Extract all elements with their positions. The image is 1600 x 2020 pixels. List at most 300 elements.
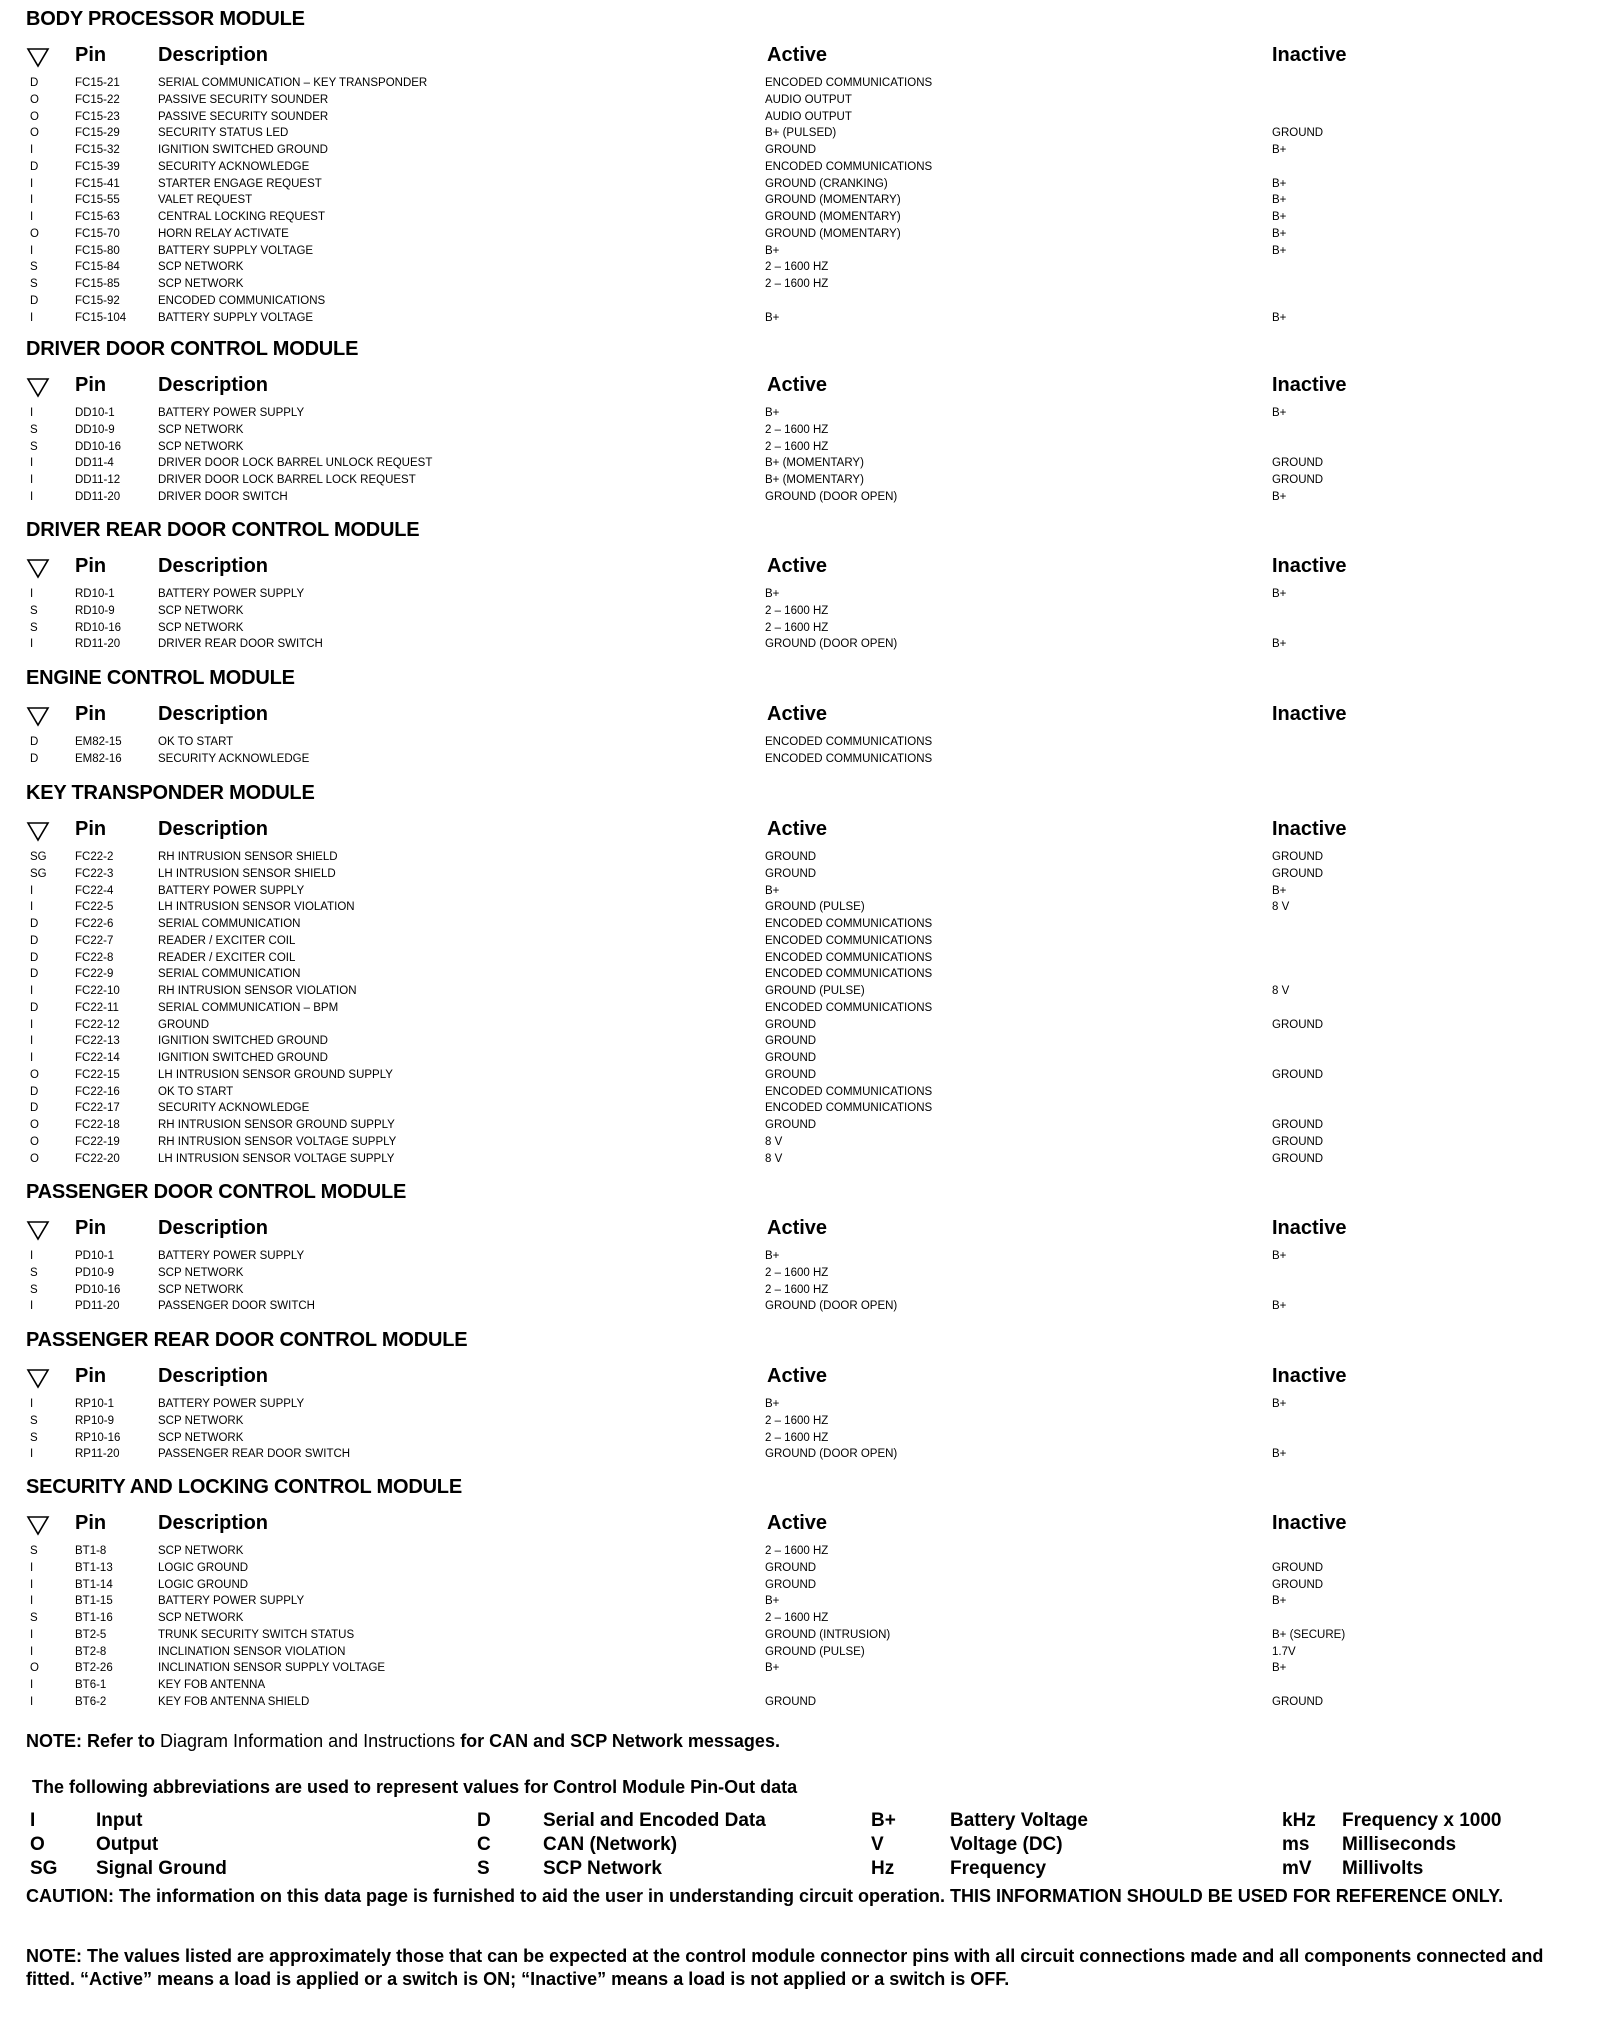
abbreviation-meaning: Input xyxy=(96,1810,143,1831)
down-triangle-icon xyxy=(26,1219,50,1241)
column-header-pin: Pin xyxy=(75,1217,107,1239)
io-type-code: SG xyxy=(30,851,47,863)
active-value: GROUND xyxy=(765,1052,817,1064)
io-type-code: D xyxy=(30,752,39,765)
inactive-value: 1.7V xyxy=(1272,1645,1296,1658)
pin-description: SERIAL COMMUNICATION – KEY TRANSPONDER xyxy=(158,77,428,89)
pin-number: BT1-8 xyxy=(75,1545,107,1557)
pin-description: DRIVER DOOR SWITCH xyxy=(158,490,288,503)
pin-description: READER / EXCITER COIL xyxy=(158,934,296,947)
column-header-description: Description xyxy=(158,703,269,725)
column-header-active: Active xyxy=(767,374,828,396)
active-value: B+ xyxy=(765,1250,780,1262)
pin-description: BATTERY SUPPLY VOLTAGE xyxy=(158,311,314,324)
pin-number: FC22-5 xyxy=(75,901,114,914)
pin-description: IGNITION SWITCHED GROUND xyxy=(158,1035,328,1048)
abbreviation-meaning: Serial and Encoded Data xyxy=(543,1810,766,1831)
column-header-active: Active xyxy=(767,703,828,725)
abbreviation-code: S xyxy=(477,1858,490,1879)
io-type-code: O xyxy=(30,1662,39,1675)
pin-number: DD11-20 xyxy=(75,490,121,503)
io-type-code: SG xyxy=(30,867,47,880)
inactive-value: B+ xyxy=(1272,144,1287,156)
pin-number: EM82-16 xyxy=(75,752,122,765)
pin-number: FC15-29 xyxy=(75,127,120,140)
abbreviation-meaning: Voltage (DC) xyxy=(950,1834,1063,1855)
pin-description: SCP NETWORK xyxy=(158,604,244,617)
active-value: GROUND (MOMENTARY) xyxy=(765,194,901,207)
pin-description: SCP NETWORK xyxy=(158,1545,244,1557)
active-value: ENCODED COMMUNICATIONS xyxy=(765,160,933,173)
active-value: 2 – 1600 HZ xyxy=(765,621,829,634)
pin-number: RP10-9 xyxy=(75,1414,114,1427)
active-value: 2 – 1600 HZ xyxy=(765,1266,829,1279)
inactive-value: GROUND xyxy=(1272,867,1324,880)
down-triangle-icon xyxy=(26,376,50,398)
abbreviation-meaning: Battery Voltage xyxy=(950,1810,1088,1831)
active-value: ENCODED COMMUNICATIONS xyxy=(765,951,933,964)
module-title: KEY TRANSPONDER MODULE xyxy=(26,782,315,804)
inactive-value: B+ (SECURE) xyxy=(1272,1628,1346,1641)
active-value: B+ xyxy=(765,1595,780,1608)
io-type-code: I xyxy=(30,1578,34,1591)
abbreviation-code: I xyxy=(30,1810,36,1831)
pin-number: FC15-85 xyxy=(75,278,120,290)
pin-number: PD10-16 xyxy=(75,1283,121,1296)
pin-description: OK TO START xyxy=(158,736,234,748)
inactive-value: B+ xyxy=(1272,211,1287,223)
active-value: B+ xyxy=(765,311,780,324)
active-value: GROUND xyxy=(765,1035,817,1048)
io-type-code: O xyxy=(30,1068,39,1081)
pin-description: SCP NETWORK xyxy=(158,261,244,274)
active-value: ENCODED COMMUNICATIONS xyxy=(765,736,933,748)
column-header-active: Active xyxy=(767,1512,828,1534)
active-value: AUDIO OUTPUT xyxy=(765,110,852,123)
io-type-code: I xyxy=(30,311,34,324)
inactive-value: GROUND xyxy=(1272,1068,1324,1081)
pin-number: FC22-19 xyxy=(75,1135,120,1148)
active-value: 2 – 1600 HZ xyxy=(765,440,829,453)
io-type-code: I xyxy=(30,177,34,190)
pin-description: INCLINATION SENSOR VIOLATION xyxy=(158,1645,346,1658)
io-type-code: S xyxy=(30,1431,38,1444)
column-header-inactive: Inactive xyxy=(1272,703,1347,725)
pin-description: BATTERY POWER SUPPLY xyxy=(158,1250,305,1262)
io-type-code: D xyxy=(30,77,39,89)
io-type-code: I xyxy=(30,1052,34,1064)
io-type-code: D xyxy=(30,294,39,307)
io-type-code: D xyxy=(30,1001,39,1014)
io-type-code: D xyxy=(30,918,39,930)
pin-number: FC22-16 xyxy=(75,1085,120,1098)
pin-number: FC22-7 xyxy=(75,934,114,947)
pin-number: FC22-9 xyxy=(75,968,114,981)
io-type-code: O xyxy=(30,110,39,123)
pin-number: FC22-15 xyxy=(75,1068,120,1081)
active-value: GROUND xyxy=(765,1578,817,1591)
pin-description: SECURITY ACKNOWLEDGE xyxy=(158,1102,310,1115)
active-value: 2 – 1600 HZ xyxy=(765,423,829,436)
pin-number: FC22-20 xyxy=(75,1152,120,1165)
pin-description: BATTERY POWER SUPPLY xyxy=(158,884,305,897)
abbreviation-meaning: Milliseconds xyxy=(1342,1834,1457,1855)
io-type-code: D xyxy=(30,736,39,748)
pin-number: FC22-12 xyxy=(75,1018,120,1031)
io-type-code: S xyxy=(30,1266,38,1279)
pin-description: SECURITY ACKNOWLEDGE xyxy=(158,752,310,765)
io-type-code: D xyxy=(30,951,39,964)
abbreviation-code: O xyxy=(30,1834,45,1855)
active-value: GROUND (PULSE) xyxy=(765,1645,865,1658)
pin-description: LOGIC GROUND xyxy=(158,1578,249,1591)
pin-number: RD10-1 xyxy=(75,588,115,600)
pin-description: SCP NETWORK xyxy=(158,1612,244,1624)
disclaimer-note: NOTE: The values listed are approximately those that can be expected at the control module connector pins with all circuit connections made and all components connected and fitted. “Active” means a load is applied or a switch is ON; “Inactive” means a load is not applied or a switch is OFF. xyxy=(26,1946,1544,1989)
column-header-active: Active xyxy=(767,1365,828,1387)
column-header-description: Description xyxy=(158,1365,269,1387)
pin-description: SCP NETWORK xyxy=(158,1283,244,1296)
io-type-code: D xyxy=(30,934,39,947)
active-value: B+ (MOMENTARY) xyxy=(765,457,864,470)
column-header-description: Description xyxy=(158,44,269,66)
column-header-pin: Pin xyxy=(75,44,107,66)
inactive-value: GROUND xyxy=(1272,1152,1324,1165)
active-value: GROUND xyxy=(765,867,817,880)
pin-number: FC22-11 xyxy=(75,1001,119,1014)
pin-number: DD11-4 xyxy=(75,457,114,470)
active-value: 2 – 1600 HZ xyxy=(765,1414,829,1427)
column-header-active: Active xyxy=(767,1217,828,1239)
active-value: ENCODED COMMUNICATIONS xyxy=(765,918,933,930)
pin-description: PASSIVE SECURITY SOUNDER xyxy=(158,93,329,106)
module-title: ENGINE CONTROL MODULE xyxy=(26,667,295,689)
active-value: 2 – 1600 HZ xyxy=(765,1283,829,1296)
pin-description: KEY FOB ANTENNA xyxy=(158,1679,266,1691)
pin-number: RP11-20 xyxy=(75,1448,120,1461)
abbreviation-code: Hz xyxy=(871,1858,895,1879)
active-value: ENCODED COMMUNICATIONS xyxy=(765,752,933,765)
inactive-value: GROUND xyxy=(1272,1695,1324,1708)
inactive-value: B+ xyxy=(1272,407,1287,419)
column-header-description: Description xyxy=(158,555,269,577)
pin-description: PASSENGER DOOR SWITCH xyxy=(158,1300,315,1313)
io-type-code: I xyxy=(30,1300,34,1313)
column-header-active: Active xyxy=(767,555,828,577)
active-value: GROUND (DOOR OPEN) xyxy=(765,1448,898,1461)
module-title: SECURITY AND LOCKING CONTROL MODULE xyxy=(26,1476,462,1498)
column-header-inactive: Inactive xyxy=(1272,1365,1347,1387)
io-type-code: I xyxy=(30,1645,34,1658)
active-value: GROUND xyxy=(765,1695,817,1708)
pin-description: SERIAL COMMUNICATION xyxy=(158,918,301,930)
pin-description: RH INTRUSION SENSOR VOLTAGE SUPPLY xyxy=(158,1135,397,1148)
pin-description: BATTERY POWER SUPPLY xyxy=(158,407,305,419)
pin-number: FC15-84 xyxy=(75,261,120,274)
active-value: GROUND xyxy=(765,851,817,863)
io-type-code: I xyxy=(30,457,34,470)
io-type-code: I xyxy=(30,901,34,914)
pin-number: PD11-20 xyxy=(75,1300,120,1313)
inactive-value: B+ xyxy=(1272,194,1287,207)
active-value: GROUND xyxy=(765,144,817,156)
column-header-inactive: Inactive xyxy=(1272,1512,1347,1534)
pin-description: VALET REQUEST xyxy=(158,194,253,207)
abbreviation-code: SG xyxy=(30,1858,58,1879)
abbreviation-code: ms xyxy=(1282,1834,1310,1855)
pin-number: FC15-41 xyxy=(75,177,120,190)
pin-description: BATTERY SUPPLY VOLTAGE xyxy=(158,244,314,257)
pin-description: LH INTRUSION SENSOR SHIELD xyxy=(158,867,336,880)
down-triangle-icon xyxy=(26,1514,50,1536)
pin-number: BT2-8 xyxy=(75,1645,107,1658)
inactive-value: GROUND xyxy=(1272,1561,1324,1574)
active-value: GROUND (MOMENTARY) xyxy=(765,227,901,240)
inactive-value: GROUND xyxy=(1272,851,1324,863)
module-title: DRIVER REAR DOOR CONTROL MODULE xyxy=(26,519,420,541)
pin-description: SCP NETWORK xyxy=(158,278,244,290)
active-value: ENCODED COMMUNICATIONS xyxy=(765,1085,933,1098)
active-value: ENCODED COMMUNICATIONS xyxy=(765,77,933,89)
pin-number: FC15-21 xyxy=(75,77,120,89)
pin-description: RH INTRUSION SENSOR VIOLATION xyxy=(158,985,357,997)
pin-description: SCP NETWORK xyxy=(158,423,244,436)
io-type-code: D xyxy=(30,968,39,981)
io-type-code: D xyxy=(30,1102,39,1115)
pin-number: FC22-4 xyxy=(75,884,114,897)
pin-number: FC22-17 xyxy=(75,1102,120,1115)
active-value: GROUND (INTRUSION) xyxy=(765,1628,891,1641)
column-header-pin: Pin xyxy=(75,1365,107,1387)
pin-description: LH INTRUSION SENSOR VOLTAGE SUPPLY xyxy=(158,1152,395,1165)
active-value: ENCODED COMMUNICATIONS xyxy=(765,1102,933,1115)
pin-number: FC22-13 xyxy=(75,1035,120,1048)
io-type-code: O xyxy=(30,227,39,240)
abbreviation-meaning: CAN (Network) xyxy=(543,1834,678,1855)
io-type-code: S xyxy=(30,1283,38,1296)
pin-number: BT1-14 xyxy=(75,1578,113,1591)
pin-number: BT1-13 xyxy=(75,1561,113,1574)
module-title: DRIVER DOOR CONTROL MODULE xyxy=(26,338,359,360)
inactive-value: GROUND xyxy=(1272,1135,1324,1148)
pin-description: SCP NETWORK xyxy=(158,1414,244,1427)
pin-description: DRIVER DOOR LOCK BARREL LOCK REQUEST xyxy=(158,474,416,486)
pin-description: SECURITY STATUS LED xyxy=(158,127,289,140)
column-header-active: Active xyxy=(767,818,828,840)
io-type-code: I xyxy=(30,1679,34,1691)
pin-number: RD10-16 xyxy=(75,621,122,634)
inactive-value: B+ xyxy=(1272,1595,1287,1608)
io-type-code: S xyxy=(30,278,38,290)
inactive-value: B+ xyxy=(1272,490,1287,503)
io-type-code: I xyxy=(30,638,34,651)
pin-number: BT2-26 xyxy=(75,1662,113,1675)
abbreviations-title: The following abbreviations are used to represent values for Control Module Pin-Out data xyxy=(32,1777,798,1797)
pin-description: PASSIVE SECURITY SOUNDER xyxy=(158,110,329,123)
pin-number: FC15-22 xyxy=(75,93,120,106)
pin-number: FC22-6 xyxy=(75,918,114,930)
pin-description: TRUNK SECURITY SWITCH STATUS xyxy=(158,1628,355,1641)
pin-number: FC22-10 xyxy=(75,985,120,997)
pin-description: SCP NETWORK xyxy=(158,621,244,634)
active-value: GROUND (PULSE) xyxy=(765,901,865,914)
column-header-description: Description xyxy=(158,374,269,396)
pin-description: LH INTRUSION SENSOR VIOLATION xyxy=(158,901,355,914)
pin-description: LH INTRUSION SENSOR GROUND SUPPLY xyxy=(158,1068,393,1081)
column-header-description: Description xyxy=(158,1512,269,1534)
abbreviation-meaning: Signal Ground xyxy=(96,1858,227,1879)
active-value: ENCODED COMMUNICATIONS xyxy=(765,1001,933,1014)
active-value: B+ xyxy=(765,884,780,897)
io-type-code: I xyxy=(30,1628,34,1641)
active-value: B+ (MOMENTARY) xyxy=(765,474,864,486)
active-value: B+ (PULSED) xyxy=(765,127,837,140)
pin-description: SCP NETWORK xyxy=(158,1266,244,1279)
pin-description: HORN RELAY ACTIVATE xyxy=(158,227,289,240)
active-value: 2 – 1600 HZ xyxy=(765,1612,829,1624)
pin-number: FC15-55 xyxy=(75,194,120,207)
abbreviation-code: V xyxy=(871,1834,884,1855)
io-type-code: I xyxy=(30,407,34,419)
io-type-code: D xyxy=(30,160,39,173)
io-type-code: I xyxy=(30,1561,34,1574)
inactive-value: B+ xyxy=(1272,177,1287,190)
io-type-code: I xyxy=(30,1448,34,1461)
active-value: 2 – 1600 HZ xyxy=(765,1545,829,1557)
active-value: GROUND xyxy=(765,1561,817,1574)
pin-description: SCP NETWORK xyxy=(158,440,244,453)
pin-number: DD10-1 xyxy=(75,407,115,419)
pin-description: CENTRAL LOCKING REQUEST xyxy=(158,211,325,223)
inactive-value: GROUND xyxy=(1272,1018,1324,1031)
io-type-code: I xyxy=(30,1595,34,1608)
active-value: GROUND (DOOR OPEN) xyxy=(765,638,898,651)
inactive-value: B+ xyxy=(1272,227,1287,240)
pin-description: DRIVER REAR DOOR SWITCH xyxy=(158,638,323,651)
note-label: NOTE: Refer to xyxy=(26,1731,156,1751)
inactive-value: B+ xyxy=(1272,588,1287,600)
pin-number: BT6-1 xyxy=(75,1679,107,1691)
io-type-code: I xyxy=(30,244,34,257)
inactive-value: 8 V xyxy=(1272,985,1290,997)
active-value: GROUND (DOOR OPEN) xyxy=(765,490,898,503)
pin-description: IGNITION SWITCHED GROUND xyxy=(158,1052,328,1064)
abbreviation-meaning: Millivolts xyxy=(1342,1858,1424,1879)
pin-description: BATTERY POWER SUPPLY xyxy=(158,1595,305,1608)
active-value: B+ xyxy=(765,407,780,419)
pin-number: FC22-18 xyxy=(75,1119,120,1131)
inactive-value: B+ xyxy=(1272,311,1287,324)
abbreviation-code: B+ xyxy=(871,1810,896,1831)
pin-description: SERIAL COMMUNICATION – BPM xyxy=(158,1001,339,1014)
inactive-value: GROUND xyxy=(1272,1578,1324,1591)
column-header-description: Description xyxy=(158,1217,269,1239)
abbreviation-code: kHz xyxy=(1282,1810,1316,1831)
module-title: PASSENGER DOOR CONTROL MODULE xyxy=(26,1181,407,1203)
column-header-active: Active xyxy=(767,44,828,66)
inactive-value: B+ xyxy=(1272,1448,1287,1461)
pin-number: FC15-104 xyxy=(75,311,127,324)
pin-number: FC15-80 xyxy=(75,244,120,257)
column-header-inactive: Inactive xyxy=(1272,44,1347,66)
pin-description: BATTERY POWER SUPPLY xyxy=(158,588,305,600)
inactive-value: B+ xyxy=(1272,1398,1287,1410)
abbreviation-meaning: Frequency x 1000 xyxy=(1342,1810,1502,1831)
pin-description: DRIVER DOOR LOCK BARREL UNLOCK REQUEST xyxy=(158,457,433,470)
pin-number: RD11-20 xyxy=(75,638,121,651)
pin-number: FC22-3 xyxy=(75,867,114,880)
io-type-code: I xyxy=(30,1035,34,1048)
down-triangle-icon xyxy=(26,557,50,579)
column-header-description: Description xyxy=(158,818,269,840)
down-triangle-icon xyxy=(26,705,50,727)
note-reference: Diagram Information and Instructions xyxy=(160,1731,456,1751)
active-value: B+ xyxy=(765,244,780,257)
pin-number: DD10-16 xyxy=(75,440,122,453)
active-value: GROUND xyxy=(765,1119,817,1131)
pin-number: BT6-2 xyxy=(75,1695,107,1708)
active-value: GROUND (PULSE) xyxy=(765,985,865,997)
down-triangle-icon xyxy=(26,46,50,68)
active-value: B+ xyxy=(765,1398,780,1410)
io-type-code: S xyxy=(30,261,38,274)
pin-number: RP10-16 xyxy=(75,1431,121,1444)
pin-description: RH INTRUSION SENSOR GROUND SUPPLY xyxy=(158,1119,395,1131)
abbreviation-meaning: SCP Network xyxy=(543,1858,662,1879)
io-type-code: I xyxy=(30,884,34,897)
down-triangle-icon xyxy=(26,1367,50,1389)
column-header-pin: Pin xyxy=(75,818,107,840)
active-value: B+ xyxy=(765,588,780,600)
io-type-code: S xyxy=(30,1414,38,1427)
pin-description: ENCODED COMMUNICATIONS xyxy=(158,294,326,307)
io-type-code: I xyxy=(30,1695,34,1708)
inactive-value: B+ xyxy=(1272,1300,1287,1313)
io-type-code: I xyxy=(30,985,34,997)
module-title: PASSENGER REAR DOOR CONTROL MODULE xyxy=(26,1329,468,1351)
io-type-code: I xyxy=(30,490,34,503)
pin-description: OK TO START xyxy=(158,1085,234,1098)
active-value: GROUND (MOMENTARY) xyxy=(765,211,901,223)
pin-description: SECURITY ACKNOWLEDGE xyxy=(158,160,310,173)
io-type-code: S xyxy=(30,604,38,617)
active-value: GROUND (CRANKING) xyxy=(765,177,888,190)
active-value: 8 V xyxy=(765,1135,783,1148)
inactive-value: B+ xyxy=(1272,1250,1287,1262)
column-header-pin: Pin xyxy=(75,703,107,725)
pin-number: FC15-92 xyxy=(75,294,120,307)
pin-number: FC15-39 xyxy=(75,160,120,173)
io-type-code: I xyxy=(30,144,34,156)
pin-number: PD10-1 xyxy=(75,1250,114,1262)
active-value: ENCODED COMMUNICATIONS xyxy=(765,968,933,981)
pin-description: IGNITION SWITCHED GROUND xyxy=(158,144,328,156)
io-type-code: O xyxy=(30,127,39,140)
pin-number: FC15-70 xyxy=(75,227,120,240)
active-value: GROUND xyxy=(765,1068,817,1081)
io-type-code: I xyxy=(30,1398,34,1410)
pin-number: BT2-5 xyxy=(75,1628,107,1641)
abbreviation-code: D xyxy=(477,1810,491,1831)
pin-description: RH INTRUSION SENSOR SHIELD xyxy=(158,851,338,863)
abbreviation-meaning: Output xyxy=(96,1834,159,1855)
active-value: 2 – 1600 HZ xyxy=(765,1431,829,1444)
inactive-value: GROUND xyxy=(1272,1119,1324,1131)
pin-number: FC15-32 xyxy=(75,144,120,156)
io-type-code: I xyxy=(30,194,34,207)
column-header-inactive: Inactive xyxy=(1272,555,1347,577)
io-type-code: I xyxy=(30,474,34,486)
